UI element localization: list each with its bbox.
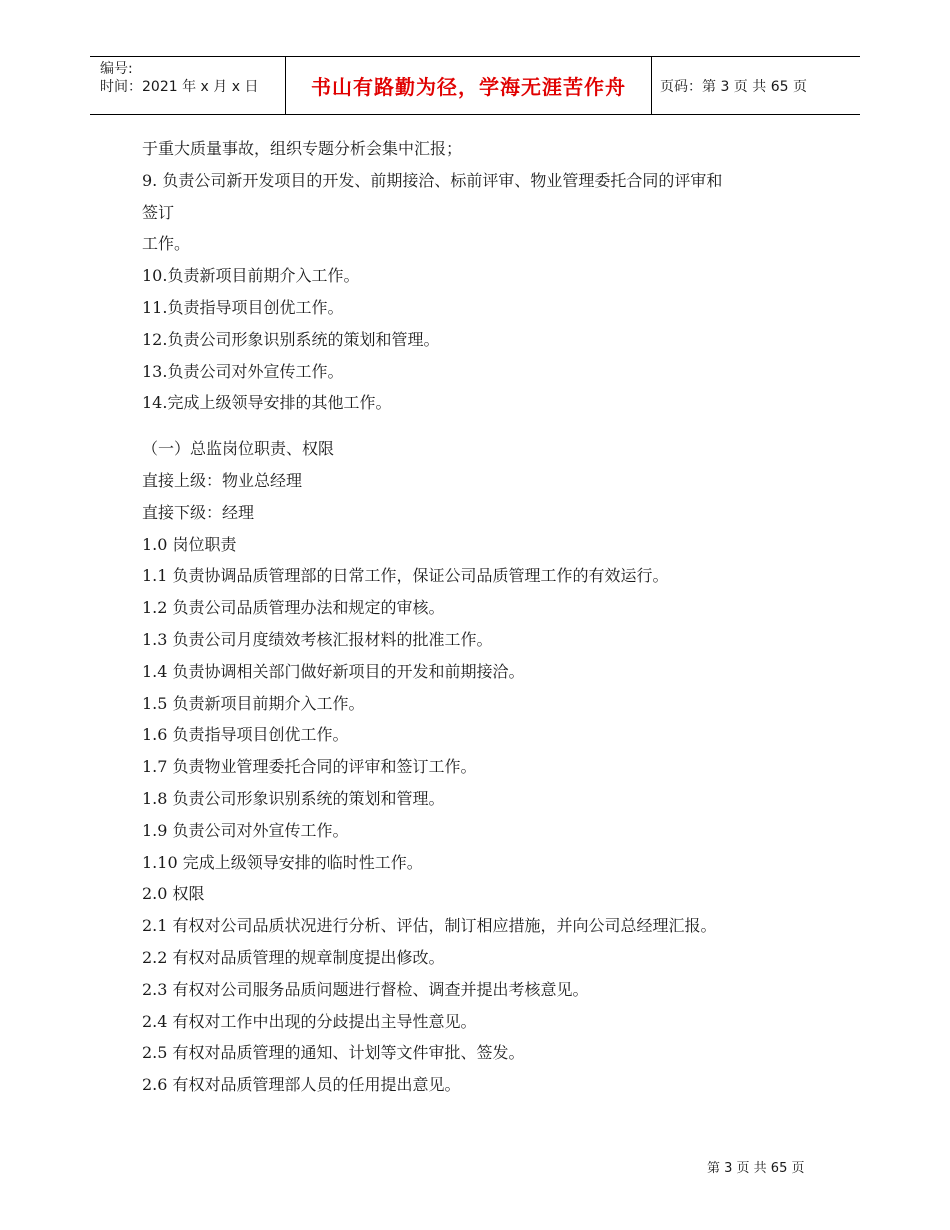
- document-body: [142, 133, 832, 1101]
- body-line: 11.负责指导项目创优工作。: [142, 297, 344, 317]
- header-page-info: 页码：第 3 页 共 65 页: [660, 78, 807, 95]
- paragraph-gap: [142, 419, 832, 433]
- body-line: 1.9 负责公司对外宣传工作。: [142, 820, 349, 840]
- body-line: 12.负责公司形象识别系统的策划和管理。: [142, 329, 440, 349]
- body-line: 2.4 有权对工作中出现的分歧提出主导性意见。: [142, 1011, 477, 1031]
- direct-subordinate: 直接下级：经理: [142, 502, 255, 522]
- body-line: 1.3 负责公司月度绩效考核汇报材料的批准工作。: [142, 629, 493, 649]
- body-line: 13.负责公司对外宣传工作。: [142, 361, 344, 381]
- header-meta: [90, 57, 286, 114]
- body-line: 1.4 负责协调相关部门做好新项目的开发和前期接洽。: [142, 661, 525, 681]
- direct-superior: 直接上级：物业总经理: [142, 470, 303, 490]
- body-line: 2.6 有权对品质管理部人员的任用提出意见。: [142, 1075, 461, 1095]
- section-title: （一）总监岗位职责、权限: [142, 439, 335, 459]
- body-line: 2.1 有权对公司品质状况进行分析、评估，制订相应措施，并向公司总经理汇报。: [142, 916, 717, 936]
- body-line: 工作。: [142, 234, 191, 254]
- body-line: 1.7 负责物业管理委托合同的评审和签订工作。: [142, 757, 477, 777]
- time-label: 时间：2021 年 x 月 x 日: [100, 79, 259, 95]
- body-line: 1.5 负责新项目前期介入工作。: [142, 693, 365, 713]
- body-line: 签订: [142, 202, 175, 222]
- page-footer: 第 3 页 共 65 页: [707, 1161, 805, 1176]
- body-line: 2.5 有权对品质管理的通知、计划等文件审批、签发。: [142, 1043, 525, 1063]
- subsection-heading: 2.0 权限: [142, 884, 205, 904]
- body-line: 1.1 负责协调品质管理部的日常工作，保证公司品质管理工作的有效运行。: [142, 566, 669, 586]
- body-line: 于重大质量事故，组织专题分析会集中汇报；: [142, 139, 463, 158]
- subsection-heading: 1.0 岗位职责: [142, 534, 237, 554]
- body-line: 9. 负责公司新开发项目的开发、前期接洽、标前评审、物业管理委托合同的评审和: [142, 170, 723, 190]
- body-line: 1.6 负责指导项目创优工作。: [142, 725, 349, 745]
- body-line: 1.2 负责公司品质管理办法和规定的审核。: [142, 598, 445, 618]
- header-motto: 书山有路勤为径，学海无涯苦作舟: [286, 57, 652, 114]
- body-line: 14.完成上级领导安排的其他工作。: [142, 393, 392, 413]
- body-line: 1.8 负责公司形象识别系统的策划和管理。: [142, 788, 445, 808]
- page-header: [90, 56, 860, 115]
- body-line: 2.3 有权对公司服务品质问题进行督检、调查并提出考核意见。: [142, 979, 589, 999]
- body-line: 1.10 完成上级领导安排的临时性工作。: [142, 852, 423, 872]
- body-line: 2.2 有权对品质管理的规章制度提出修改。: [142, 947, 445, 967]
- body-line: 10.负责新项目前期介入工作。: [142, 266, 360, 286]
- serial-number-label: 编号:: [100, 61, 133, 77]
